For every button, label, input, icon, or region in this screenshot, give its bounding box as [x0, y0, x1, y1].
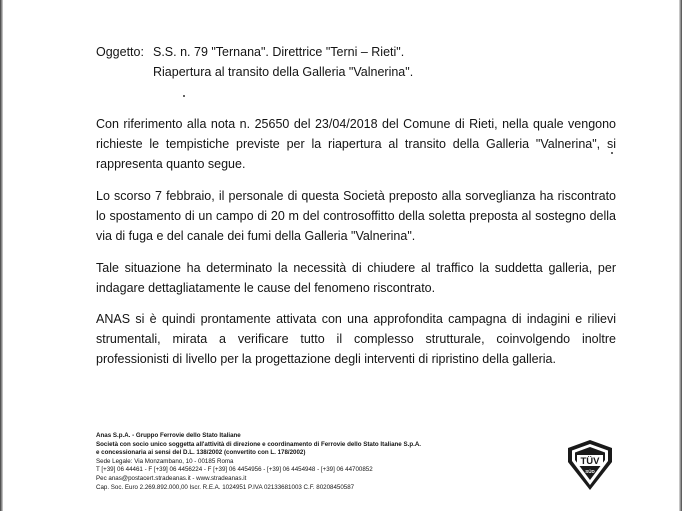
scan-speck — [183, 95, 185, 97]
tuv-sub-text: SÜD — [585, 469, 595, 474]
paragraph-reference: Con riferimento alla nota n. 25650 del 23/04/2018 del Comune di Rieti, nella quale vengono richieste le tempistiche previste per la riapertura al transito della Galleria "Valnerina", si rappresenta quanto segue. — [96, 117, 616, 171]
tuv-mark-text: TÜV — [580, 456, 600, 467]
subject-line-1: S.S. n. 79 "Ternana". Direttrice "Terni – Rieti". — [153, 45, 405, 59]
footer-registry: Cap. Soc. Euro 2.269.892.000,00 Iscr. R.E.A. 1024951 P.IVA 02133681003 C.F. 80208450587 — [96, 483, 355, 491]
paragraph-incident: Lo scorso 7 febbraio, il personale di questa Società preposto alla sorveglianza ha riscontrato lo spostamento di un campo di 20 m del controsoffitto della soletta preposta al sostegno della via di fuga e del canale dei fumi della Galleria "Valnerina". — [96, 189, 616, 243]
subject-line-2: Riapertura al transito della Galleria "Valnerina". — [153, 65, 414, 79]
footer-phones: T [+39] 06 44461 - F [+39] 06 4456224 - F [+39] 06 4454956 - [+39] 06 4454948 - [+39] 06 44700852 — [96, 466, 373, 474]
footer-direction: Società con socio unico soggetta all'attività di direzione e coordinamento di Ferrovie dello Stato Italiane S.p.A. — [96, 440, 422, 448]
tuv-sud-certification-icon — [566, 438, 614, 492]
footer-company: Anas S.p.A. - Gruppo Ferrovie dello Stato Italiane — [96, 432, 241, 439]
paragraph-investigation: ANAS si è quindi prontamente attivata con una approfondita campagna di indagini e rilievi strumentali, mirata a verificare tutto il complesso strutturale, coinvolgendo inoltre professionisti di livello per la progettazione degli interventi di ripristino della galleria. — [96, 312, 616, 366]
subject-label: Oggetto: — [96, 45, 144, 59]
footer-concession: e concessionaria ai sensi del D.L. 138/2002 (convertito con L. 178/2002) — [96, 449, 306, 457]
scan-edge-left — [0, 0, 3, 511]
footer-contacts: Pec anas@postacert.stradeanas.it - www.stradeanas.it — [96, 474, 247, 482]
letter-footer — [96, 432, 421, 492]
paragraph-closure: Tale situazione ha determinato la necessità di chiudere al traffico la suddetta galleria, per indagare dettagliatamente le cause del fenomeno riscontrato. — [96, 261, 616, 295]
footer-office: Sede Legale: Via Monzambano, 10 - 00185 Roma — [96, 457, 234, 465]
